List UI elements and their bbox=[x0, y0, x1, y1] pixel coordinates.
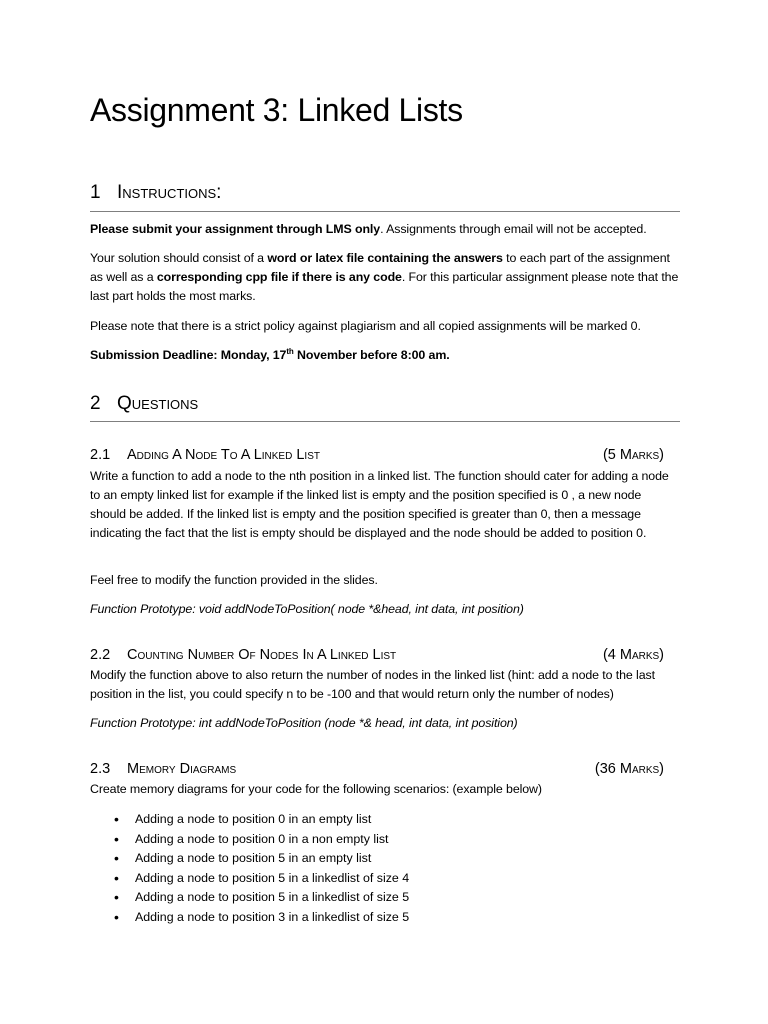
scenario-list bbox=[114, 810, 409, 928]
question-marks: (36 Marks) bbox=[594, 761, 664, 777]
section-title: Questions bbox=[117, 393, 199, 414]
section-divider bbox=[90, 421, 680, 422]
question-heading-2-2 bbox=[90, 647, 664, 663]
question-marks: (5 Marks) bbox=[602, 447, 664, 463]
question-marks: (4 Marks) bbox=[602, 647, 664, 663]
question-body-2-2: Modify the function above to also return the number of nodes in the linked list (hint: add a node to the last position in the list, you could specify n to be -100 and that would return only the number of nodes) bbox=[90, 668, 655, 701]
section-title: Instructions: bbox=[117, 182, 222, 203]
section-number: 1 bbox=[90, 182, 101, 203]
text: . For this particular assignment please note that the last part holds the most marks. bbox=[90, 270, 679, 303]
function-prototype-2-2: Function Prototype: int addNodeToPosition (node *& head, int data, int position) bbox=[90, 716, 518, 730]
text: Your solution should consist of a bbox=[90, 251, 268, 265]
section-heading-questions bbox=[90, 393, 198, 415]
list-item: • Adding a node to position 0 in an empty list bbox=[114, 810, 409, 830]
question-number: 2.2 bbox=[90, 647, 111, 663]
bold-text: word or latex file containing the answers bbox=[267, 251, 503, 265]
superscript: th bbox=[286, 346, 294, 356]
section-number: 2 bbox=[90, 393, 101, 414]
list-item: • Adding a node to position 5 in an empty list bbox=[114, 849, 409, 869]
function-prototype-2-1: Function Prototype: void addNodeToPosition( node *&head, int data, int position) bbox=[90, 602, 524, 616]
question-number: 2.1 bbox=[90, 447, 111, 463]
text: Submission Deadline: Monday, 17 bbox=[90, 348, 287, 362]
question-body-2-3: Create memory diagrams for your code for the following scenarios: (example below) bbox=[90, 782, 542, 796]
submission-deadline bbox=[90, 346, 680, 365]
paragraph-plagiarism: Please note that there is a strict policy against plagiarism and all copied assignments will be marked 0. bbox=[90, 319, 641, 333]
question-body-2-1: Write a function to add a node to the nth position in a linked list. The function should cater for adding a node to an empty linked list for example if the linked list is empty and the position specified is 0 , a new node should be added. If the linked list is empty and the position specified is greater than 0, then a message indicating the fact that the list is empty should be displayed and the node should be added to position 0. bbox=[90, 469, 669, 540]
paragraph-solution bbox=[90, 249, 680, 306]
section-divider bbox=[90, 211, 680, 212]
question-heading-2-1 bbox=[90, 447, 664, 463]
question-title: Memory Diagrams bbox=[127, 761, 237, 777]
text: November before 8:00 am. bbox=[293, 348, 450, 362]
bold-text: Please submit your assignment through LMS only bbox=[90, 222, 381, 236]
list-item: • Adding a node to position 5 in a linkedlist of size 5 bbox=[114, 888, 409, 908]
page-title: Assignment 3: Linked Lists bbox=[90, 92, 463, 128]
question-heading-2-3 bbox=[90, 761, 664, 777]
text: . Assignments through email will not be accepted. bbox=[380, 222, 647, 236]
question-note-2-1: Feel free to modify the function provided in the slides. bbox=[90, 573, 378, 587]
list-item: • Adding a node to position 0 in a non empty list bbox=[114, 830, 409, 850]
question-number: 2.3 bbox=[90, 761, 111, 777]
text: to each part of the assignment as well as a bbox=[90, 251, 670, 284]
bold-text: corresponding cpp file if there is any code bbox=[156, 270, 402, 284]
list-item: • Adding a node to position 3 in a linkedlist of size 5 bbox=[114, 908, 409, 928]
list-item: • Adding a node to position 5 in a linkedlist of size 4 bbox=[114, 869, 409, 889]
paragraph-submission bbox=[90, 220, 680, 239]
section-heading-instructions bbox=[90, 182, 221, 204]
question-title: Adding A Node To A Linked List bbox=[127, 447, 320, 463]
question-title: Counting Number Of Nodes In A Linked List bbox=[127, 647, 397, 663]
